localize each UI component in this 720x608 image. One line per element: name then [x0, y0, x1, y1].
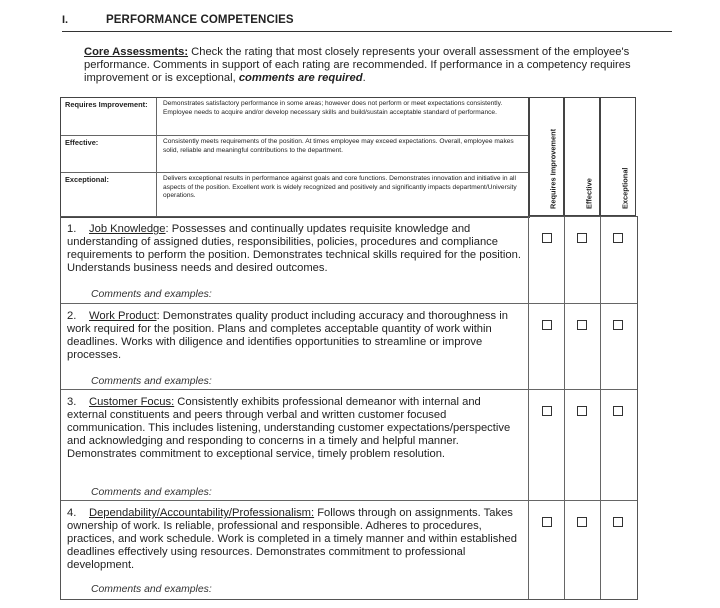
section-number: I.: [62, 14, 69, 26]
column-divider: [528, 501, 529, 599]
legend-row-effective: [61, 135, 529, 172]
competency-name: Job Knowledge: [89, 223, 166, 235]
intro-text: Check the rating that most closely represents your overall assessment of the employee's performance. Comments in support of each rating are recommended. If performance in a competency requires improvement or is exceptional,: [84, 46, 631, 84]
column-header-exceptional: [600, 97, 636, 216]
competency-description: : Possesses and continually updates requisite knowledge and understanding of assigned duties, responsibilities, policies, procedures and compliance requirements to perform the position. Demonstrates technical skills required for the position. Understands business needs and desired outcomes.: [67, 223, 521, 274]
competency-text: [67, 223, 521, 275]
core-assessments-label: Core Assessments:: [84, 46, 189, 58]
checkbox-effective[interactable]: [577, 517, 587, 527]
checkbox-effective[interactable]: [577, 233, 587, 243]
competency-number: 3.: [67, 396, 77, 408]
competency-text: [67, 310, 521, 362]
column-divider: [564, 304, 565, 389]
legend-term: Exceptional:: [61, 173, 157, 217]
legend-definition: Demonstrates satisfactory performance in some areas; however does not perform or meet expectations consistently. Employee needs to acquire and/or develop necessary skills and build/sustain acceptable standard of performance.: [163, 100, 503, 116]
column-divider: [600, 501, 601, 599]
column-divider: [528, 304, 529, 389]
column-divider: [564, 501, 565, 599]
legend-term: Requires Improvement:: [61, 98, 157, 135]
column-header-label: Exceptional: [620, 167, 630, 209]
intro-required-text: comments are required: [238, 72, 363, 84]
checkbox-effective[interactable]: [577, 320, 587, 330]
legend-row-requires-improvement: [61, 98, 529, 135]
competency-text: [67, 507, 521, 572]
comments-label: Comments and examples:: [91, 487, 212, 498]
competency-name: Customer Focus:: [89, 396, 175, 408]
competency-number: 2.: [67, 310, 77, 322]
competency-row-job-knowledge: [61, 217, 637, 303]
column-divider: [528, 390, 529, 500]
checkbox-exceptional[interactable]: [613, 233, 623, 243]
column-header-requires-improvement: [528, 97, 564, 216]
checkbox-requires-improvement[interactable]: [542, 320, 552, 330]
checkbox-requires-improvement[interactable]: [542, 233, 552, 243]
competency-description: : Demonstrates quality product including accuracy and thoroughness in work required for the position. Plans and completes acceptable quantity of work within deadlines. Works with diligence and identifies opportunities to streamline or improve processes.: [67, 310, 508, 361]
checkbox-effective[interactable]: [577, 406, 587, 416]
legend-row-exceptional: [61, 172, 529, 217]
column-divider: [564, 390, 565, 500]
competency-text: [67, 396, 521, 461]
column-header-label: Requires Improvement: [548, 128, 558, 209]
competency-table: [60, 216, 638, 600]
competency-row-work-product: [61, 303, 637, 389]
section-title: PERFORMANCE COMPETENCIES: [106, 14, 294, 26]
rating-legend-table: [60, 97, 530, 218]
column-divider: [564, 217, 565, 303]
column-header-label: Effective: [584, 178, 594, 209]
core-assessments-intro: [84, 46, 676, 85]
comments-label: Comments and examples:: [91, 584, 212, 595]
checkbox-requires-improvement[interactable]: [542, 517, 552, 527]
competency-name: Work Product: [89, 310, 157, 322]
competency-number: 1.: [67, 223, 77, 235]
column-divider: [600, 217, 601, 303]
checkbox-exceptional[interactable]: [613, 320, 623, 330]
checkbox-requires-improvement[interactable]: [542, 406, 552, 416]
column-divider: [528, 217, 529, 303]
section-divider: [62, 31, 672, 32]
checkbox-exceptional[interactable]: [613, 406, 623, 416]
column-divider: [600, 304, 601, 389]
competency-description: Consistently exhibits professional demeanor with internal and external constituents and peers through verbal and written customer focused communication. This includes listening, understanding customer expectations/perspective and acknowledging and responding to concerns in a timely and helpful manner. Demonstrates commitment to exceptional service, timely problem resolution.: [67, 396, 511, 460]
competency-number: 4.: [67, 507, 77, 519]
legend-definition: Consistently meets requirements of the position. At times employee may exceed expectations. Overall, employee makes solid, reliable and meaningful contributions to the department.: [163, 138, 514, 154]
competency-row-dependability: [61, 500, 637, 599]
intro-end: .: [362, 72, 366, 84]
comments-label: Comments and examples:: [91, 376, 212, 387]
comments-label: Comments and examples:: [91, 289, 212, 300]
checkbox-exceptional[interactable]: [613, 517, 623, 527]
legend-definition: Delivers exceptional results in performance against goals and core functions. Demonstrates innovation and initiative in all aspects of the position. Excellent work is widely recognized and positively and significantly impacts department/University operations.: [163, 175, 517, 200]
column-divider: [600, 390, 601, 500]
competency-row-customer-focus: [61, 389, 637, 500]
column-header-effective: [564, 97, 600, 216]
competency-name: Dependability/Accountability/Professionalism:: [89, 507, 315, 519]
legend-term: Effective:: [61, 136, 157, 172]
competency-description: Follows through on assignments. Takes ownership of work. Is reliable, professional and responsible. Adheres to procedures, practices, and work schedule. Work is completed in a timely manner and within established deadlines effectively using resources. Demonstrates commitment to professional development.: [67, 507, 517, 571]
